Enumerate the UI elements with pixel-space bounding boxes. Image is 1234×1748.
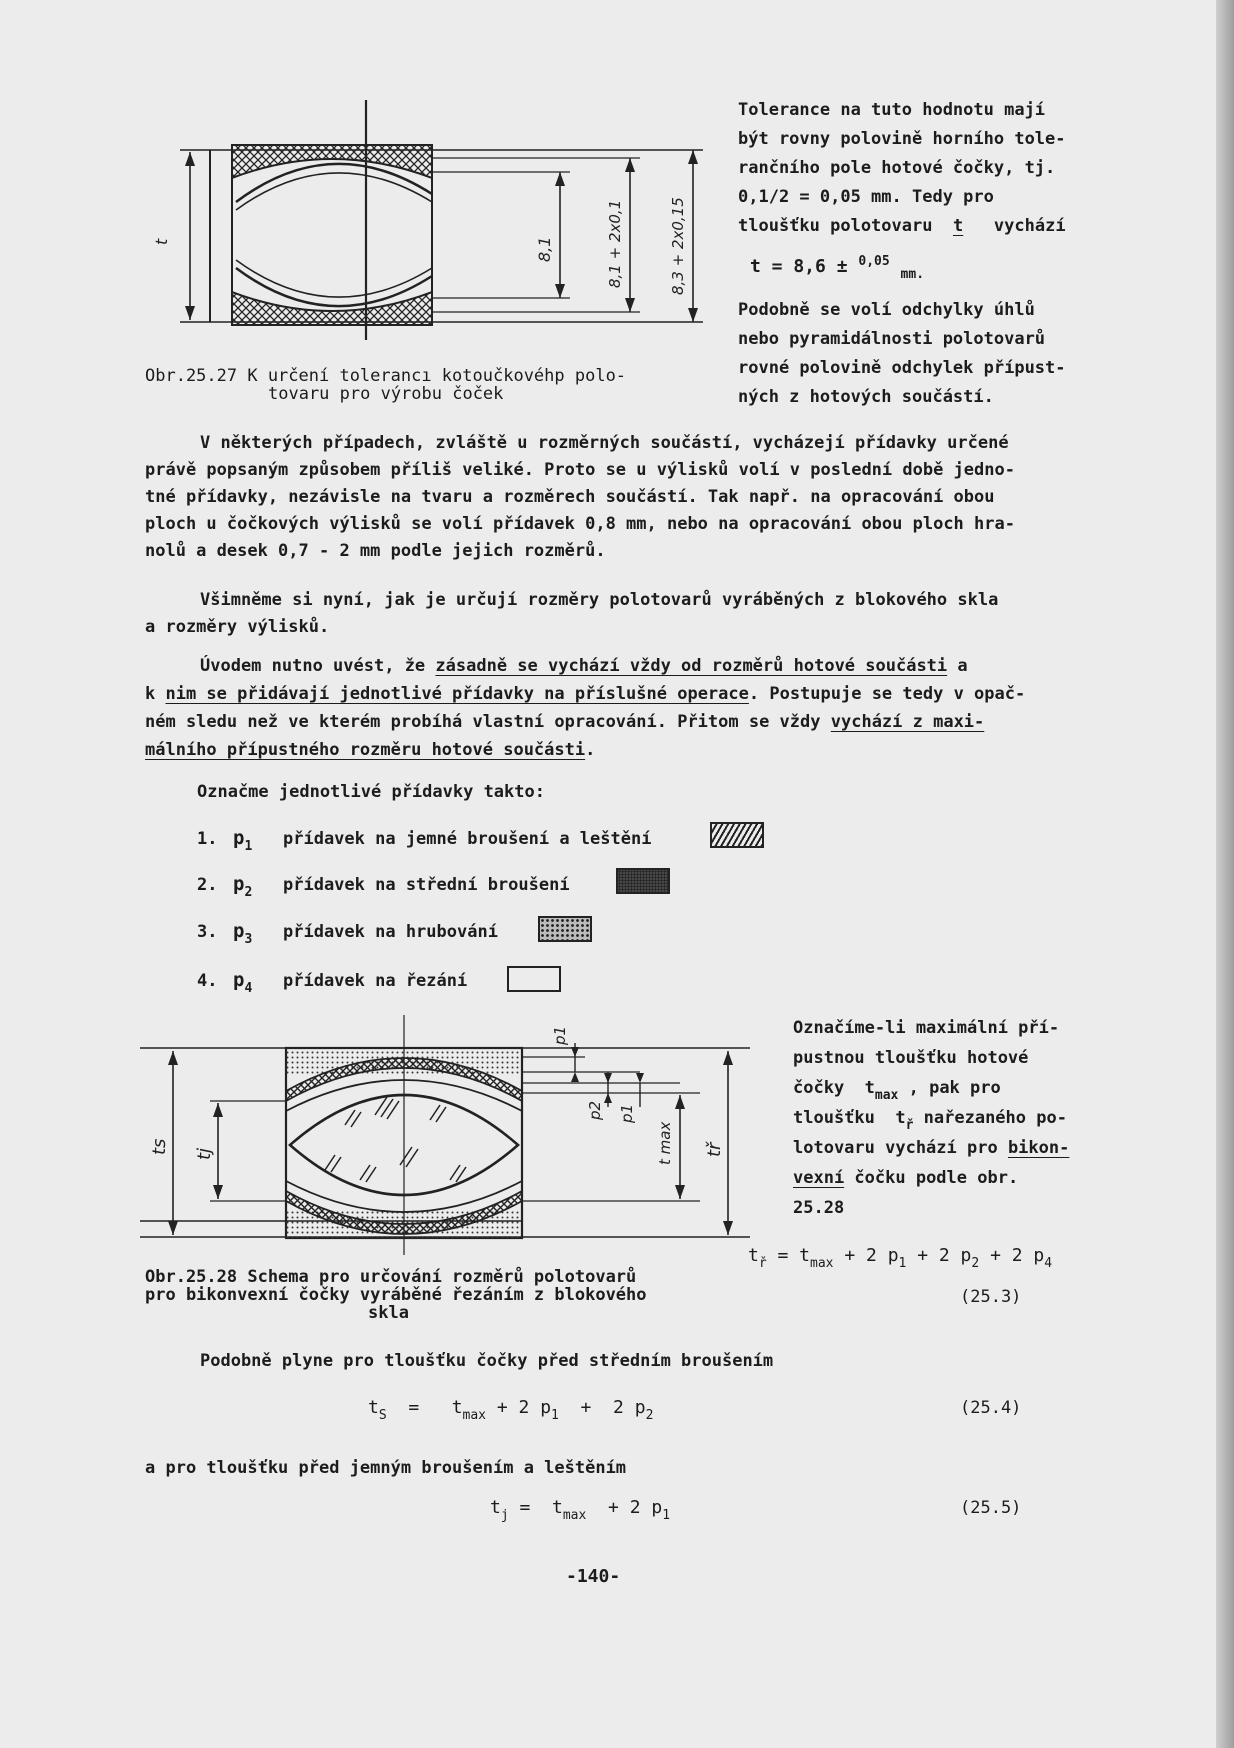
equation-number-25-3: (25.3) <box>960 1287 1022 1307</box>
para2-line1: Všimněme si nyní, jak je určují rozměry polotovarů vyráběných z blokového skla <box>200 590 999 610</box>
label-p1-top: p1 <box>551 1025 569 1045</box>
right-col1-line2: být rovny polovině horního tole- <box>738 129 1066 149</box>
swatch-fine-grinding <box>710 822 764 848</box>
right-col2-line7: 25.28 <box>793 1198 845 1218</box>
right-col1-line9: ných z hotových součástí. <box>738 387 994 407</box>
text-span: . Postupuje se tedy v opač- <box>748 684 1026 704</box>
plus-minus: ± <box>836 256 848 277</box>
right-col1-line3: rančního pole hotové čočky, tj. <box>738 158 1056 178</box>
right-col1-line6: Podobně se volí odchylky úhlů <box>738 300 1035 320</box>
para3-line1 <box>200 652 968 681</box>
p-subscript: 1 <box>244 839 253 854</box>
formula-lhs: t = 8,6 <box>750 256 837 277</box>
sub-max: max <box>874 1088 899 1103</box>
swatch-roughing <box>538 916 592 942</box>
list-symbol <box>233 823 283 862</box>
formula-unit: mm. <box>900 267 925 282</box>
p-subscript: 3 <box>244 932 253 947</box>
text-span: Úvodem nutno uvést, že <box>200 656 436 676</box>
right-col1-line4: 0,1/2 = 0,05 mm. Tedy pro <box>738 187 994 207</box>
label-tmax: t max <box>656 1121 674 1165</box>
para3-line3 <box>145 708 984 737</box>
para3-line2 <box>145 680 1025 709</box>
list-symbol <box>233 916 283 955</box>
right-col2-line3: čočky $t_{max}$ , pak pro <box>793 1078 1001 1103</box>
p-subscript: 2 <box>244 885 253 900</box>
list-symbol <box>233 965 283 1004</box>
swatch-cutting <box>507 966 561 992</box>
label-t: t <box>152 238 171 245</box>
list-text: přídavek na řezání <box>283 971 468 991</box>
text-span: ném sledu než ve kterém probíhá vlastní opracování. Přitom se vždy <box>145 712 831 732</box>
fig2-caption-line2: pro bikonvexní čočky vyráběné řezáním z blokového <box>145 1285 647 1305</box>
text-span: a <box>947 656 968 676</box>
underlined-text: vexní <box>793 1168 845 1188</box>
label-8-1-plus: 8,1 + 2x0,1 <box>606 199 624 288</box>
list-num: 1. <box>197 829 218 849</box>
list-item-3 <box>197 916 498 946</box>
figure-25-27 <box>150 100 710 350</box>
underlined-text: zásadně se vychází vždy od rozměrů hotové součásti <box>435 656 948 676</box>
para5: a pro tloušťku před jemným broušením a leštěním <box>145 1458 627 1478</box>
list-symbol <box>233 869 283 908</box>
figure-25-28 <box>140 1015 750 1255</box>
list-item-1 <box>197 823 651 853</box>
list-num: 2. <box>197 875 218 895</box>
p-symbol: p <box>233 920 245 942</box>
equation-number-25-4: (25.4) <box>960 1398 1022 1418</box>
p-symbol: p <box>233 969 245 991</box>
list-text: přídavek na střední broušení <box>283 875 570 895</box>
list-text: přídavek na jemné broušení a leštění <box>283 829 652 849</box>
p-symbol: p <box>233 873 245 895</box>
right-col2-line6: vexní čočku podle obr. <box>793 1168 1019 1188</box>
label-8-1: 8,1 <box>535 236 554 262</box>
underlined-text: málního přípustného rozměru hotové součásti <box>145 740 586 760</box>
right-col1-line8: rovné polovině odchylek přípust- <box>738 358 1066 378</box>
equation-25-5: $t_j = t_{max} + 2$ $p_1$ <box>490 1497 671 1523</box>
label-tj: tj <box>194 1147 215 1160</box>
text-span: tloušťku polotovaru <box>738 216 933 236</box>
para4: Podobně plyne pro tloušťku čočky před středním broušením <box>200 1351 774 1371</box>
right-col1-line1: Tolerance na tuto hodnotu mají <box>738 100 1046 120</box>
list-intro: Označme jednotlivé přídavky takto: <box>197 782 545 802</box>
text-span: k <box>145 684 166 704</box>
list-num: 4. <box>197 971 218 991</box>
page-number: -140- <box>566 1566 621 1587</box>
right-col2-line2: pustnou tloušťku hotové <box>793 1048 1029 1068</box>
fig2-caption-line3: skla <box>368 1303 409 1323</box>
equation-number-25-5: (25.5) <box>960 1498 1022 1518</box>
para1-line2: právě popsaným způsobem příliš veliké. Proto se u výlisků volí v poslední době jedno- <box>145 460 1015 480</box>
para2-line2: a rozměry výlisků. <box>145 617 330 637</box>
label-p1: p1 <box>618 1103 636 1123</box>
list-item-2 <box>197 869 570 899</box>
para1-line1: V některých případech, zvláště u rozměrných součástí, vycházejí přídavky určené <box>200 433 1009 453</box>
text-span: vychází <box>993 216 1066 236</box>
para3-line4 <box>145 736 595 765</box>
label-p2: p2 <box>586 1100 604 1120</box>
underlined-text: bikon- <box>1007 1138 1070 1158</box>
var-t: t <box>952 216 964 236</box>
fig1-caption-line1: Obr.25.27 K určení tolerancı kotoučkovéhp polo- <box>145 366 627 386</box>
para1-line4: ploch u čočkových výlisků se volí přídavek 0,8 mm, nebo na opracování obou ploch hra- <box>145 514 1015 534</box>
list-text: přídavek na hrubování <box>283 922 498 942</box>
label-ts: ts <box>149 1138 170 1155</box>
fig1-caption-line2: tovaru pro výrobu čoček <box>268 384 504 404</box>
swatch-medium-grinding <box>616 868 670 894</box>
equation-25-4: $t_S = t_{max} + 2$ $p_1 + 2$ $p_2$ <box>368 1397 654 1423</box>
page-edge-shadow <box>1216 0 1234 1748</box>
label-8-3-plus: 8,3 + 2x0,15 <box>669 197 687 295</box>
list-num: 3. <box>197 922 218 942</box>
p-subscript: 4 <box>244 981 253 996</box>
formula-sup: 0,05 <box>858 254 890 269</box>
para1-line5: nolů a desek 0,7 - 2 mm podle jejich rozměrů. <box>145 541 606 561</box>
right-col1-line5 <box>738 212 1066 241</box>
underlined-text: vychází z maxi- <box>830 712 985 732</box>
fig2-caption-line1: Obr.25.28 Schema pro určování rozměrů polotovarů <box>145 1267 637 1287</box>
sub-r: ř <box>905 1118 914 1133</box>
equation-25-3: $t_ř = t_{max} + 2$ $p_1 + 2$ $p_2 + 2$ $p_4$ <box>748 1245 1053 1271</box>
right-col2-line1: Označíme-li maximální pří- <box>793 1018 1060 1038</box>
tolerance-formula <box>750 248 924 290</box>
text-span: . <box>585 740 596 760</box>
right-col2-line4: tloušťku $t_ř$ nařezaného po- <box>793 1108 1067 1133</box>
list-item-4 <box>197 965 467 995</box>
right-col2-line5: lotovaru vychází pro bikon- <box>793 1138 1070 1158</box>
label-tr: tř <box>704 1142 725 1157</box>
para1-line3: tné přídavky, nezávisle na tvaru a rozměrech součástí. Tak např. na opracování obou <box>145 487 995 507</box>
underlined-text: nim se přidávají jednotlivé přídavky na příslušné operace <box>165 684 749 704</box>
p-symbol: p <box>233 827 245 849</box>
right-col1-line7: nebo pyramidálnosti polotovarů <box>738 329 1046 349</box>
